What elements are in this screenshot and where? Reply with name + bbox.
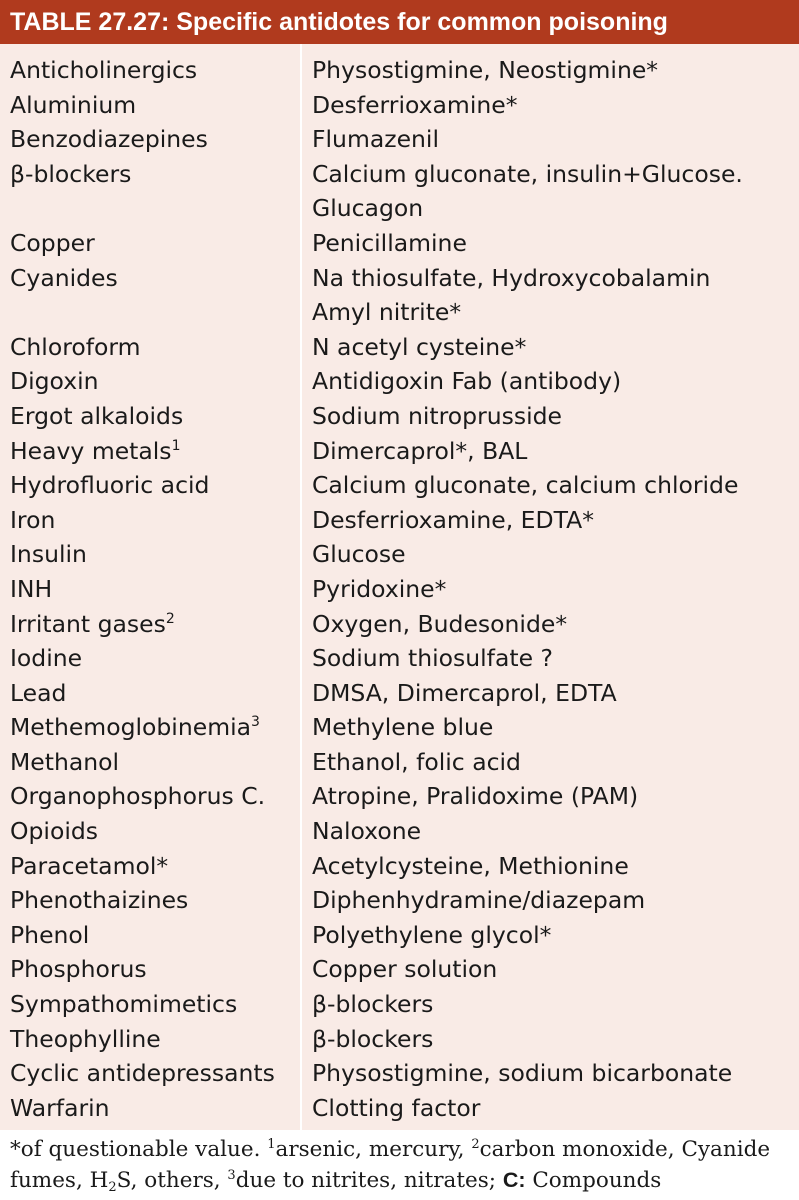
antidote-line: Flumazenil	[312, 125, 439, 154]
antidote-cell	[300, 987, 799, 1022]
antidote-line: Naloxone	[312, 817, 422, 846]
poison-line	[10, 918, 300, 953]
poison-name: Chloroform	[10, 332, 141, 361]
antidote-line: DMSA, Dimercaprol, EDTA	[312, 678, 617, 707]
antidote-cell	[300, 468, 799, 503]
table-row	[0, 918, 799, 953]
poison-cell	[0, 1091, 300, 1126]
footnote-marker: 1	[171, 437, 181, 454]
poison-name: Phenol	[10, 920, 90, 949]
poison-line	[10, 779, 300, 814]
poison-line	[10, 399, 300, 434]
antidote-cell	[300, 157, 799, 226]
poison-line	[10, 468, 300, 503]
table-row	[0, 1022, 799, 1057]
antidote-line: Polyethylene glycol*	[312, 920, 552, 949]
antidote-cell	[300, 710, 799, 745]
poison-name: Opioids	[10, 817, 99, 846]
antidote-cell	[300, 537, 799, 572]
antidote-cell	[300, 122, 799, 157]
poison-name: Copper	[10, 228, 95, 257]
poison-cell	[0, 434, 300, 469]
poison-cell	[0, 814, 300, 849]
antidote-line: Acetylcysteine, Methionine	[312, 851, 629, 880]
poison-line	[10, 952, 300, 987]
poison-line	[10, 434, 300, 469]
table-row	[0, 814, 799, 849]
poison-name: Heavy metals	[10, 436, 172, 465]
antidote-cell	[300, 607, 799, 642]
table-row	[0, 226, 799, 261]
poison-cell	[0, 537, 300, 572]
antidote-line: Calcium gluconate, calcium chloride	[312, 471, 739, 500]
poison-cell	[0, 710, 300, 745]
table-row	[0, 849, 799, 884]
antidote-cell	[300, 226, 799, 261]
poison-line	[10, 676, 300, 711]
table-row	[0, 434, 799, 469]
poison-cell	[0, 952, 300, 987]
poison-name: Iron	[10, 505, 56, 534]
poison-cell	[0, 1022, 300, 1057]
table-row	[0, 987, 799, 1022]
poison-cell	[0, 849, 300, 884]
table-row	[0, 1056, 799, 1091]
poison-name: Iodine	[10, 644, 83, 673]
poison-name: Aluminium	[10, 90, 137, 119]
poison-cell	[0, 779, 300, 814]
poison-line	[10, 226, 300, 261]
poison-name: Benzodiazepines	[10, 125, 208, 154]
poison-name: Irritant gases	[10, 609, 166, 638]
poison-name: Methemoglobinemia	[10, 713, 252, 742]
footnote-text: due to nitrites, nitrates;	[235, 1168, 503, 1193]
table-row	[0, 779, 799, 814]
poison-name: Phosphorus	[10, 955, 147, 984]
antidote-line: N acetyl cysteine*	[312, 332, 527, 361]
antidote-cell	[300, 503, 799, 538]
antidote-line: Methylene blue	[312, 713, 494, 742]
poison-name: Hydrofluoric acid	[10, 471, 210, 500]
poison-name: Ergot alkaloids	[10, 401, 184, 430]
poison-cell	[0, 226, 300, 261]
poison-cell	[0, 641, 300, 676]
table-row	[0, 537, 799, 572]
antidote-cell	[300, 676, 799, 711]
poison-line	[10, 710, 300, 745]
poison-cell	[0, 364, 300, 399]
poison-cell	[0, 53, 300, 88]
antidote-line: Oxygen, Budesonide*	[312, 609, 568, 638]
poison-name: Warfarin	[10, 1093, 110, 1122]
table-row	[0, 745, 799, 780]
poison-name: Cyclic antidepressants	[10, 1059, 275, 1088]
poison-cell	[0, 987, 300, 1022]
poison-line	[10, 537, 300, 572]
footnote-marker: 2	[165, 610, 175, 627]
antidote-line: Physostigmine, sodium bicarbonate	[312, 1059, 733, 1088]
poison-cell	[0, 261, 300, 330]
antidote-line: Desferrioxamine*	[312, 90, 518, 119]
antidote-cell	[300, 572, 799, 607]
poison-name: Theophylline	[10, 1024, 161, 1053]
antidote-line: Penicillamine	[312, 228, 467, 257]
table-row	[0, 607, 799, 642]
poison-cell	[0, 88, 300, 123]
antidote-cell	[300, 399, 799, 434]
poison-line	[10, 1091, 300, 1126]
poison-line	[10, 607, 300, 642]
table-row	[0, 952, 799, 987]
antidote-cell	[300, 261, 799, 330]
antidote-cell	[300, 88, 799, 123]
table-row	[0, 122, 799, 157]
antidote-line: Sodium thiosulfate ?	[312, 644, 553, 673]
antidote-cell	[300, 364, 799, 399]
table-row	[0, 330, 799, 365]
table-title: TABLE 27.27: Specific antidotes for common poisoning	[0, 0, 799, 44]
poison-cell	[0, 330, 300, 365]
table-row	[0, 399, 799, 434]
table-row	[0, 503, 799, 538]
poison-name: Anticholinergics	[10, 56, 198, 84]
poison-name: Sympathomimetics	[10, 990, 238, 1019]
poison-line	[10, 1056, 300, 1091]
antidote-line: Atropine, Pralidoxime (PAM)	[312, 782, 639, 811]
poison-cell	[0, 883, 300, 918]
poison-line	[10, 987, 300, 1022]
poison-line	[10, 330, 300, 365]
antidote-cell	[300, 952, 799, 987]
antidote-line: Pyridoxine*	[312, 574, 447, 603]
antidote-line: Na thiosulfate, Hydroxycobalamin	[312, 263, 711, 292]
poison-line	[10, 745, 300, 780]
poison-cell	[0, 157, 300, 226]
antidote-cell	[300, 1091, 799, 1126]
footnote-text: *of questionable value.	[10, 1137, 268, 1162]
antidote-cell	[300, 779, 799, 814]
table-row	[0, 53, 799, 88]
table-row	[0, 157, 799, 226]
poison-line	[10, 849, 300, 884]
footnote-text: carbon monoxide, Cyanide fumes, H	[10, 1137, 771, 1193]
table-row	[0, 468, 799, 503]
antidote-line: Clotting factor	[312, 1093, 481, 1122]
poison-cell	[0, 468, 300, 503]
poison-cell	[0, 676, 300, 711]
footnote-marker: 2	[471, 1137, 480, 1152]
antidote-line: Glucagon	[312, 194, 424, 223]
poison-name: Paracetamol*	[10, 851, 169, 880]
antidote-line: Copper solution	[312, 955, 498, 984]
footnote-text: S, others,	[116, 1168, 228, 1193]
poison-line	[10, 53, 300, 88]
antidote-line: Physostigmine, Neostigmine*	[312, 56, 659, 84]
footnote-marker: 3	[251, 714, 260, 731]
antidote-line: Dimercaprol*, BAL	[312, 436, 528, 465]
table-row	[0, 572, 799, 607]
antidote-cell	[300, 434, 799, 469]
antidote-cell	[300, 918, 799, 953]
poison-name: Organophosphorus C.	[10, 782, 266, 811]
antidote-cell	[300, 883, 799, 918]
poison-line	[10, 261, 300, 296]
poison-name: Cyanides	[10, 263, 118, 292]
footnote-bold-label: C:	[502, 1168, 526, 1192]
poison-line	[10, 883, 300, 918]
table-body	[0, 53, 799, 1125]
antidote-cell	[300, 641, 799, 676]
table-row	[0, 1091, 799, 1126]
antidote-cell	[300, 1022, 799, 1057]
antidote-cell	[300, 745, 799, 780]
table-row	[0, 641, 799, 676]
table-footnote	[10, 1135, 790, 1196]
poison-line	[10, 503, 300, 538]
antidote-line: Diphenhydramine/diazepam	[312, 886, 646, 915]
table-row	[0, 676, 799, 711]
poison-name: Lead	[10, 678, 67, 707]
footnote-subscript: 2	[108, 1180, 117, 1195]
poison-line	[10, 814, 300, 849]
antidote-cell	[300, 53, 799, 88]
antidote-line: β-blockers	[312, 1024, 434, 1053]
poison-name: Insulin	[10, 540, 87, 569]
footnote-marker: 1	[267, 1137, 276, 1152]
antidote-cell	[300, 330, 799, 365]
footnote-text: Compounds	[525, 1168, 662, 1193]
poison-line	[10, 641, 300, 676]
poison-cell	[0, 1056, 300, 1091]
antidote-line: Desferrioxamine, EDTA*	[312, 505, 594, 534]
table-row	[0, 364, 799, 399]
poison-line	[10, 157, 300, 192]
antidote-cell	[300, 814, 799, 849]
poison-cell	[0, 572, 300, 607]
antidote-line: Antidigoxin Fab (antibody)	[312, 367, 622, 396]
poison-name: β-blockers	[10, 159, 132, 188]
poison-line	[10, 88, 300, 123]
antidote-line: Glucose	[312, 540, 406, 569]
antidote-cell	[300, 849, 799, 884]
poison-line	[10, 364, 300, 399]
antidote-line: β-blockers	[312, 990, 434, 1019]
poison-cell	[0, 503, 300, 538]
table-row	[0, 261, 799, 330]
antidote-line: Calcium gluconate, insulin+Glucose.	[312, 159, 743, 188]
poison-name: INH	[10, 574, 53, 603]
poison-line	[10, 572, 300, 607]
antidote-cell	[300, 1056, 799, 1091]
poison-name: Methanol	[10, 747, 120, 776]
poison-cell	[0, 122, 300, 157]
poison-line	[10, 1022, 300, 1057]
poison-name: Phenothaizines	[10, 886, 189, 915]
poison-name: Digoxin	[10, 367, 99, 396]
footnote-text: arsenic, mercury,	[275, 1137, 472, 1162]
poison-cell	[0, 399, 300, 434]
table-row	[0, 710, 799, 745]
poison-cell	[0, 607, 300, 642]
poison-line	[10, 122, 300, 157]
poison-cell	[0, 745, 300, 780]
table-row	[0, 883, 799, 918]
poison-cell	[0, 918, 300, 953]
table-row	[0, 88, 799, 123]
antidote-line: Ethanol, folic acid	[312, 747, 521, 776]
footnote-marker: 3	[227, 1168, 236, 1183]
antidote-line: Sodium nitroprusside	[312, 401, 563, 430]
antidote-line: Amyl nitrite*	[312, 298, 462, 327]
